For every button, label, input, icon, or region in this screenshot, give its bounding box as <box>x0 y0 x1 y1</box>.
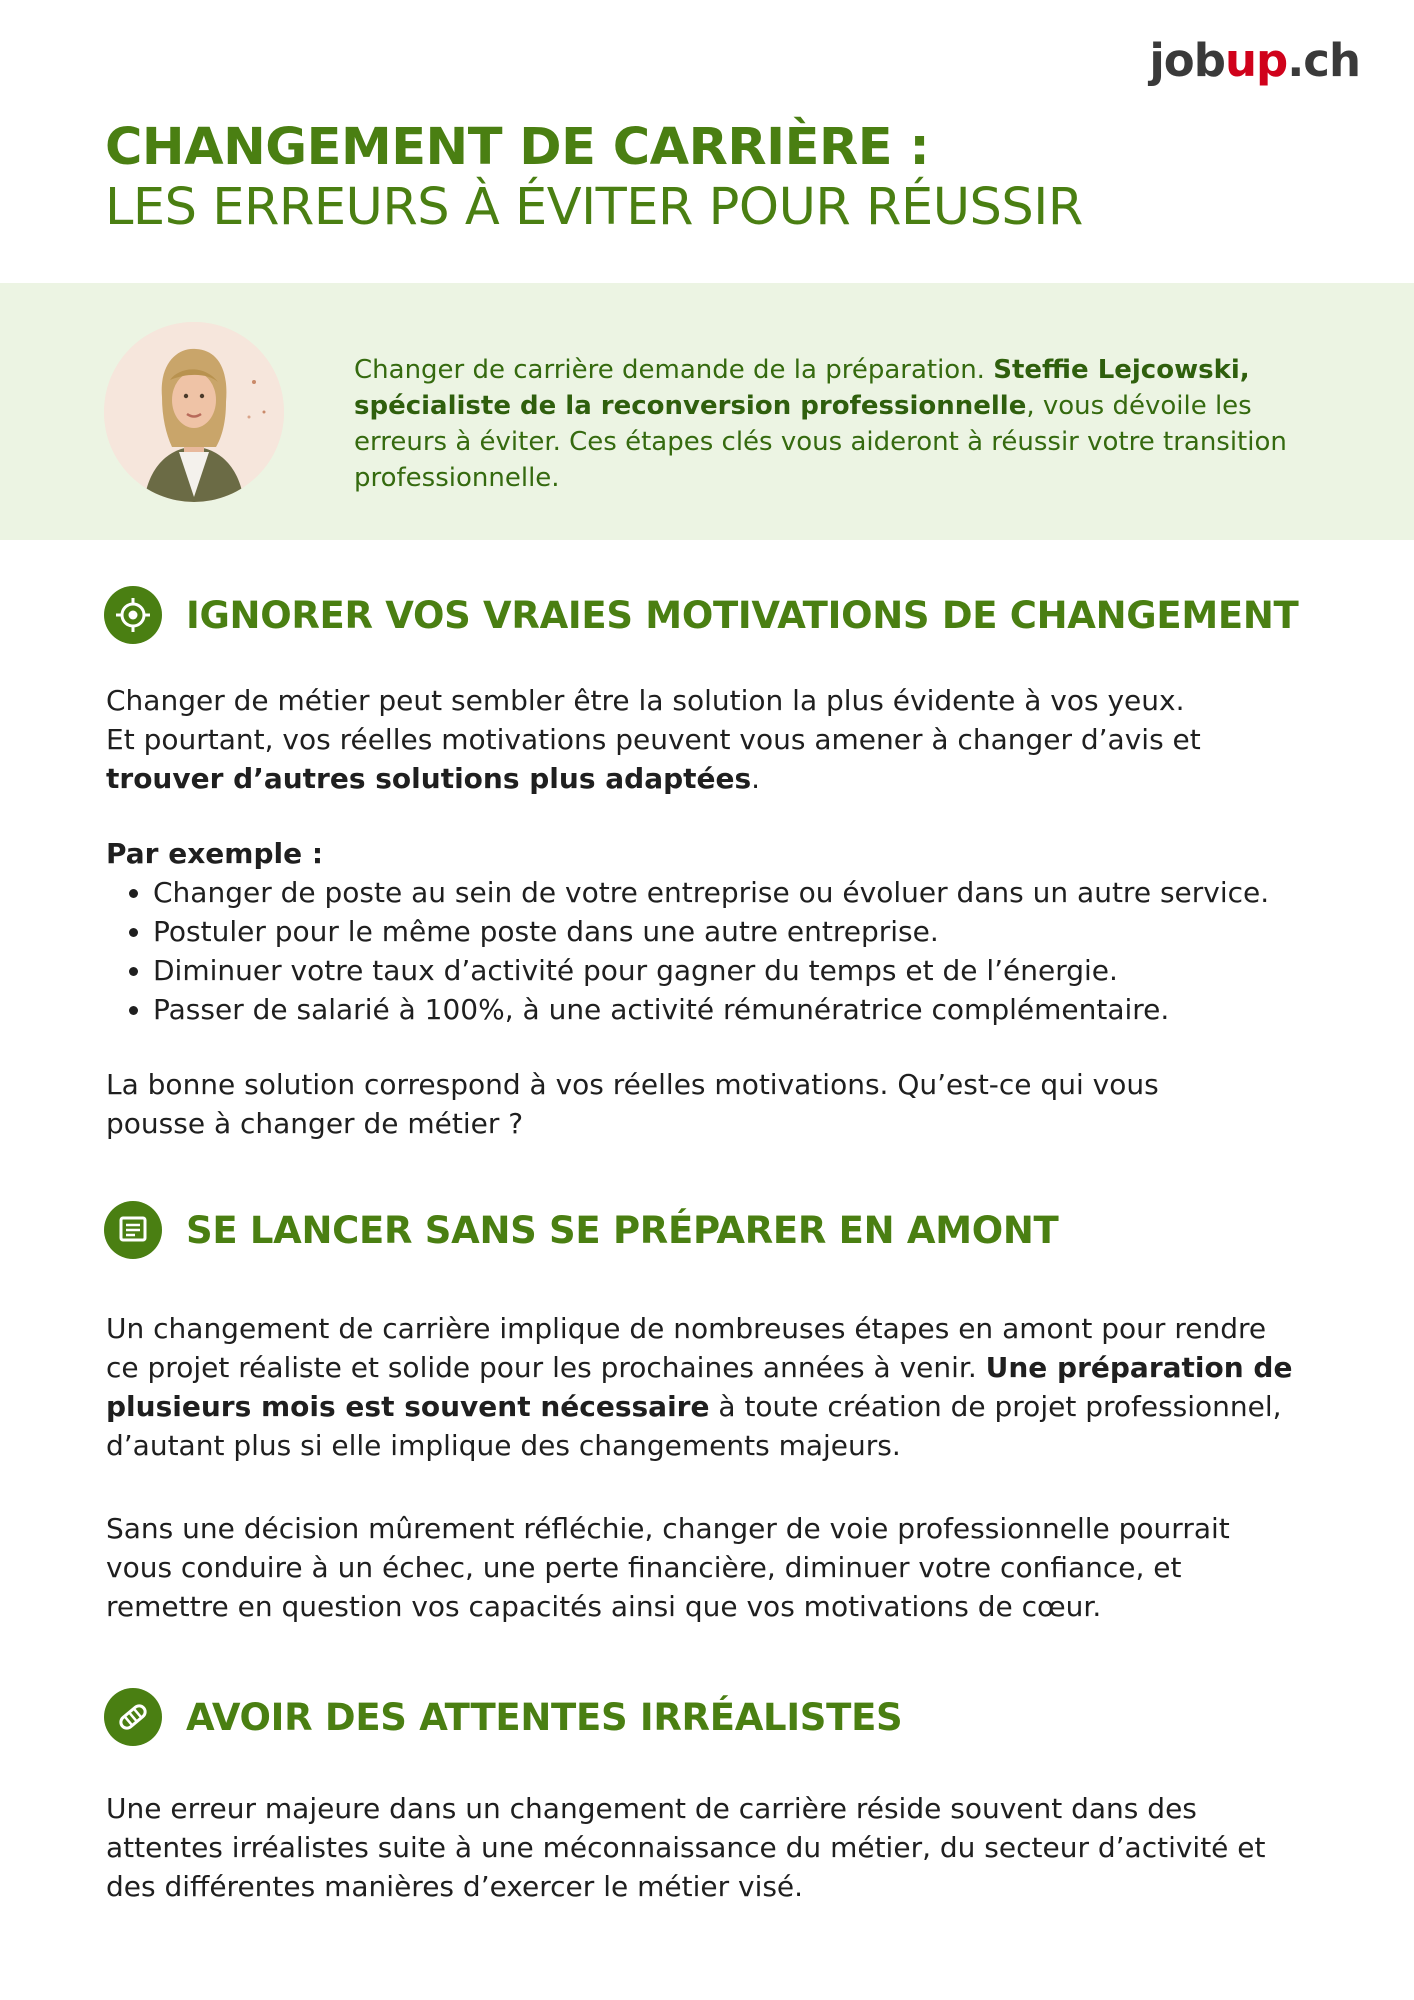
section-1-p1-line-1: Changer de métier peut sembler être la solution la plus évidente à vos yeux. <box>106 684 1185 717</box>
example-list <box>106 873 1356 1029</box>
logo-part-job: job <box>1149 34 1225 87</box>
section-3-heading <box>104 1688 902 1746</box>
section-1-heading <box>104 586 1298 644</box>
intro-text-part-2: , vous dévoile les erreurs à éviter. Ces étapes clés vous aideront à réussir votre transition professionnelle. <box>354 391 1287 493</box>
section-1-p1-bold: trouver d’autres solutions plus adaptées <box>106 762 752 795</box>
logo-part-ch: .ch <box>1287 34 1360 87</box>
section-3-paragraph-1: Une erreur majeure dans un changement de carrière réside souvent dans des attentes irréalistes suite à une méconnaissance du métier, du secteur d’activité et des différentes manières d’exercer le métier visé. <box>106 1792 1266 1903</box>
author-portrait <box>104 322 284 502</box>
section-1-paragraph-2: La bonne solution correspond à vos réelles motivations. Qu’est-ce qui vous pousse à changer de métier ? <box>106 1068 1159 1140</box>
section-2-p1-bold: Une préparation de plusieurs mois est souvent nécessaire <box>106 1351 1293 1423</box>
section-1-p1-line-2: Et pourtant, vos réelles motivations peuvent vous amener à changer d’avis et <box>106 723 1201 756</box>
handshake-icon <box>104 1688 162 1746</box>
example-label <box>106 834 1356 873</box>
intro-text-part-1: Changer de carrière demande de la préparation. <box>354 355 994 385</box>
list-item: • Passer de salarié à 100%, à une activité rémunératrice complémentaire. <box>153 990 1356 1029</box>
section-2-p1-part-2: à toute création de projet professionnel, d’autant plus si elle implique des changements majeurs. <box>106 1390 1282 1462</box>
section-2-paragraph-2: Sans une décision mûrement réfléchie, changer de voie professionnelle pourrait vous conduire à un échec, une perte financière, diminuer votre confiance, et remettre en question vos capacités ainsi que vos motivations de cœur. <box>106 1512 1230 1623</box>
title-line-2: LES ERREURS À ÉVITER POUR RÉUSSIR <box>105 178 1083 237</box>
section-2-paragraph-1 <box>106 1309 1306 1465</box>
jobup-logo[interactable] <box>1149 34 1360 87</box>
intro-text <box>354 352 1294 496</box>
section-2-body <box>106 1309 1306 1626</box>
section-2-title: SE LANCER SANS SE PRÉPARER EN AMONT <box>186 1208 1059 1252</box>
author-avatar <box>104 322 284 502</box>
section-1-p1-end: . <box>751 762 761 795</box>
title-line-1: CHANGEMENT DE CARRIÈRE : <box>105 118 930 177</box>
section-1-paragraph-1 <box>106 681 1356 798</box>
list-item: • Changer de poste au sein de votre entreprise ou évoluer dans un autre service. <box>153 873 1356 912</box>
target-icon <box>104 586 162 644</box>
section-1-body <box>106 681 1356 1143</box>
page-title <box>105 118 1083 238</box>
list-item: • Diminuer votre taux d’activité pour gagner du temps et de l’énergie. <box>153 951 1356 990</box>
section-1-title: IGNORER VOS VRAIES MOTIVATIONS DE CHANGEMENT <box>186 593 1299 637</box>
list-item: • Postuler pour le même poste dans une autre entreprise. <box>153 912 1356 951</box>
document-icon <box>104 1201 162 1259</box>
section-2-p1-part-1: Un changement de carrière implique de nombreuses étapes en amont pour rendre ce projet réaliste et solide pour les prochaines années à venir. <box>106 1312 1267 1384</box>
intro-author: Steffie Lejcowski, spécialiste de la reconversion professionnelle <box>354 355 1250 421</box>
section-2-heading <box>104 1201 1058 1259</box>
example-label-text: Par exemple : <box>106 837 324 870</box>
section-3-body <box>106 1789 1266 1906</box>
section-3-title: AVOIR DES ATTENTES IRRÉALISTES <box>186 1695 903 1739</box>
logo-part-up: up <box>1224 34 1288 87</box>
